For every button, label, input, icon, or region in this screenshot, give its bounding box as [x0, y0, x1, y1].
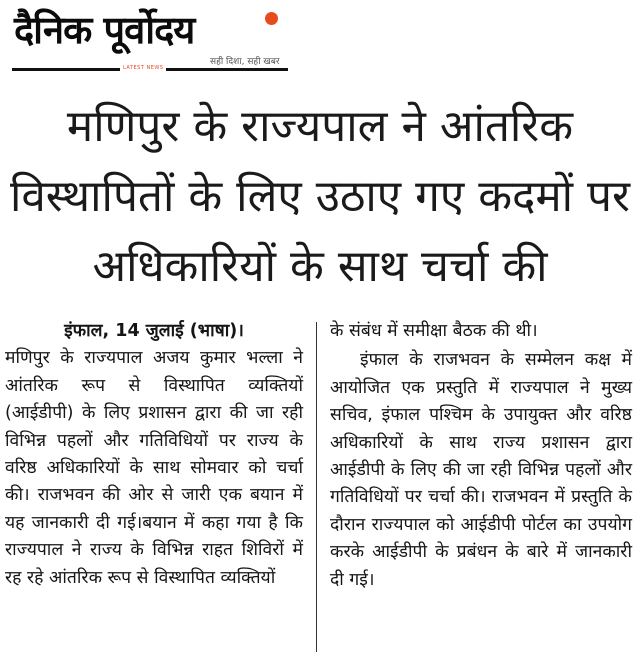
newspaper-logo-title: दैनिक पूर्वोदय [14, 8, 195, 52]
masthead [12, 4, 312, 74]
newspaper-tagline: सही दिशा, सही खबर [210, 57, 280, 67]
headline-line-3: अधिकारियों के साथ चर्चा की [92, 241, 548, 292]
article-paragraph-1-continued: के संबंध में समीक्षा बैठक की थी। [330, 321, 538, 341]
article-paragraph-1: मणिपुर के राज्यपाल अजय कुमार भल्ला ने आंतरिक रूप से विस्थापित व्यक्तियों (आईडीपी) के लिए प्रशासन द्वारा की जा रही विभिन्न पहलों और गतिविधियों पर राज्य के वरिष्ठ अधिकारियों के साथ सोमवार को चर्चा की। राजभवन की ओर से जारी एक बयान में यह जानकारी दी गई।बयान में कहा गया है कि राज्यपाल ने राज्य के विभिन्न राहत शिविरों में रह रहे आंतरिक रूप से विस्थापित व्यक्तियों [5, 348, 303, 588]
article-column-right [330, 318, 632, 594]
headline-line-1: मणिपुर के राज्यपाल ने आंतरिक [66, 101, 574, 152]
headline-line-2: विस्थापितों के लिए उठाए गए कदमों पर [9, 171, 631, 222]
article-headline [0, 92, 640, 302]
logo-dot-icon [265, 12, 278, 25]
article-paragraph-2: इंफाल के राजभवन के सम्मेलन कक्ष में आयोजित एक प्रस्तुति में राज्यपाल ने मुख्य सचिव, इंफाल पश्चिम के उपायुक्त और वरिष्ठ अधिकारियों के साथ राज्य प्रशासन द्वारा आईडीपी के लिए की जा रही विभिन्न पहलों और गतिविधियों पर चर्चा की। राजभवन में प्रस्तुति के दौरान राज्यपाल को आईडीपी पोर्टल का उपयोग करके आईडीपी के प्रबंधन के बारे में जानकारी दी गई। [330, 350, 632, 590]
article-column-left [5, 318, 303, 592]
column-divider [316, 322, 317, 652]
article-dateline: इंफाल, 14 जुलाई (भाषा)। [64, 321, 244, 341]
masthead-rule-label: LATEST NEWS [120, 65, 166, 71]
